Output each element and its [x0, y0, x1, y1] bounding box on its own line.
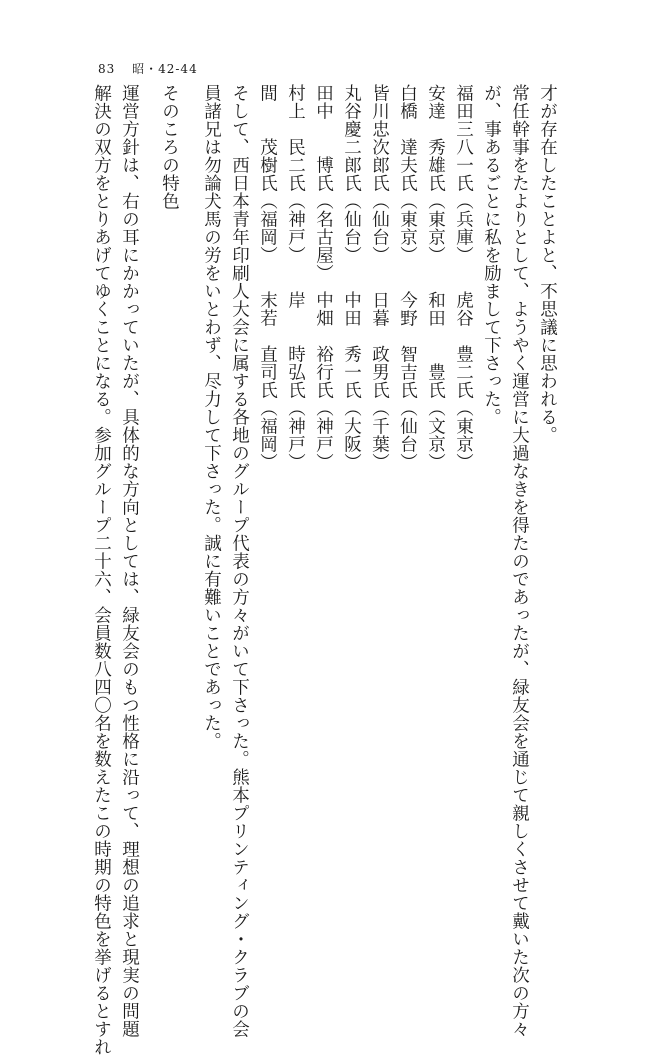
text-column: 運営方針は、右の耳にかかっていたが、具体的な方向としては、緑友会のもつ性格に沿って、理想の追求と現実の問題	[119, 84, 140, 1038]
text-column: そして、西日本青年印刷人大会に属する各地のグループ代表の方々がいて下さった。熊本プリンティング・クラブの会	[229, 84, 250, 1038]
member-list-column: 村上 民二氏（神戸） 岸 時弘氏（神戸）	[285, 84, 306, 472]
member-list-column: 間 茂樹氏（福岡） 末若 直司氏（福岡）	[257, 84, 278, 472]
member-list-column: 福田三八一氏（兵庫） 虎谷 豊二氏（東京）	[453, 84, 474, 472]
member-list-column: 丸谷慶二郎氏（仙台） 中田 秀一氏（大阪）	[341, 84, 362, 472]
member-list-column: 皆川忠次郎氏（仙台） 日暮 政男氏（千葉）	[369, 84, 390, 472]
member-list-column: 田中 博氏（名古屋） 中畑 裕行氏（神戸）	[313, 84, 334, 472]
text-column: が、事あるごとに私を励まして下さった。	[481, 84, 502, 426]
text-column: 解決の双方をとりあげてゆくことになる。参加グループ二十六、会員数八四〇名を数えたこの時期の特色を挙げるとすれ	[91, 84, 112, 1056]
member-list-column: 白橋 達夫氏（東京） 今野 智吉氏（仙台）	[397, 84, 418, 472]
member-list-column: 安達 秀雄氏（東京） 和田 豊氏（文京）	[425, 84, 446, 472]
page-number: 83	[98, 62, 116, 76]
section-heading: そのころの特色	[159, 84, 180, 210]
era-label: 昭・42-44	[132, 62, 198, 76]
text-column: 才が存在したことよと、不思議に思われる。	[537, 84, 558, 444]
running-header	[98, 60, 198, 77]
text-column: 員諸兄は勿論犬馬の労をいとわず、尽力して下さった。誠に有難いことであった。	[201, 84, 222, 750]
text-column: 常任幹事をたよりとして、ようやく運営に大過なきを得たのであったが、緑友会を通じて親しくさせて戴いた次の方々	[509, 84, 530, 1038]
